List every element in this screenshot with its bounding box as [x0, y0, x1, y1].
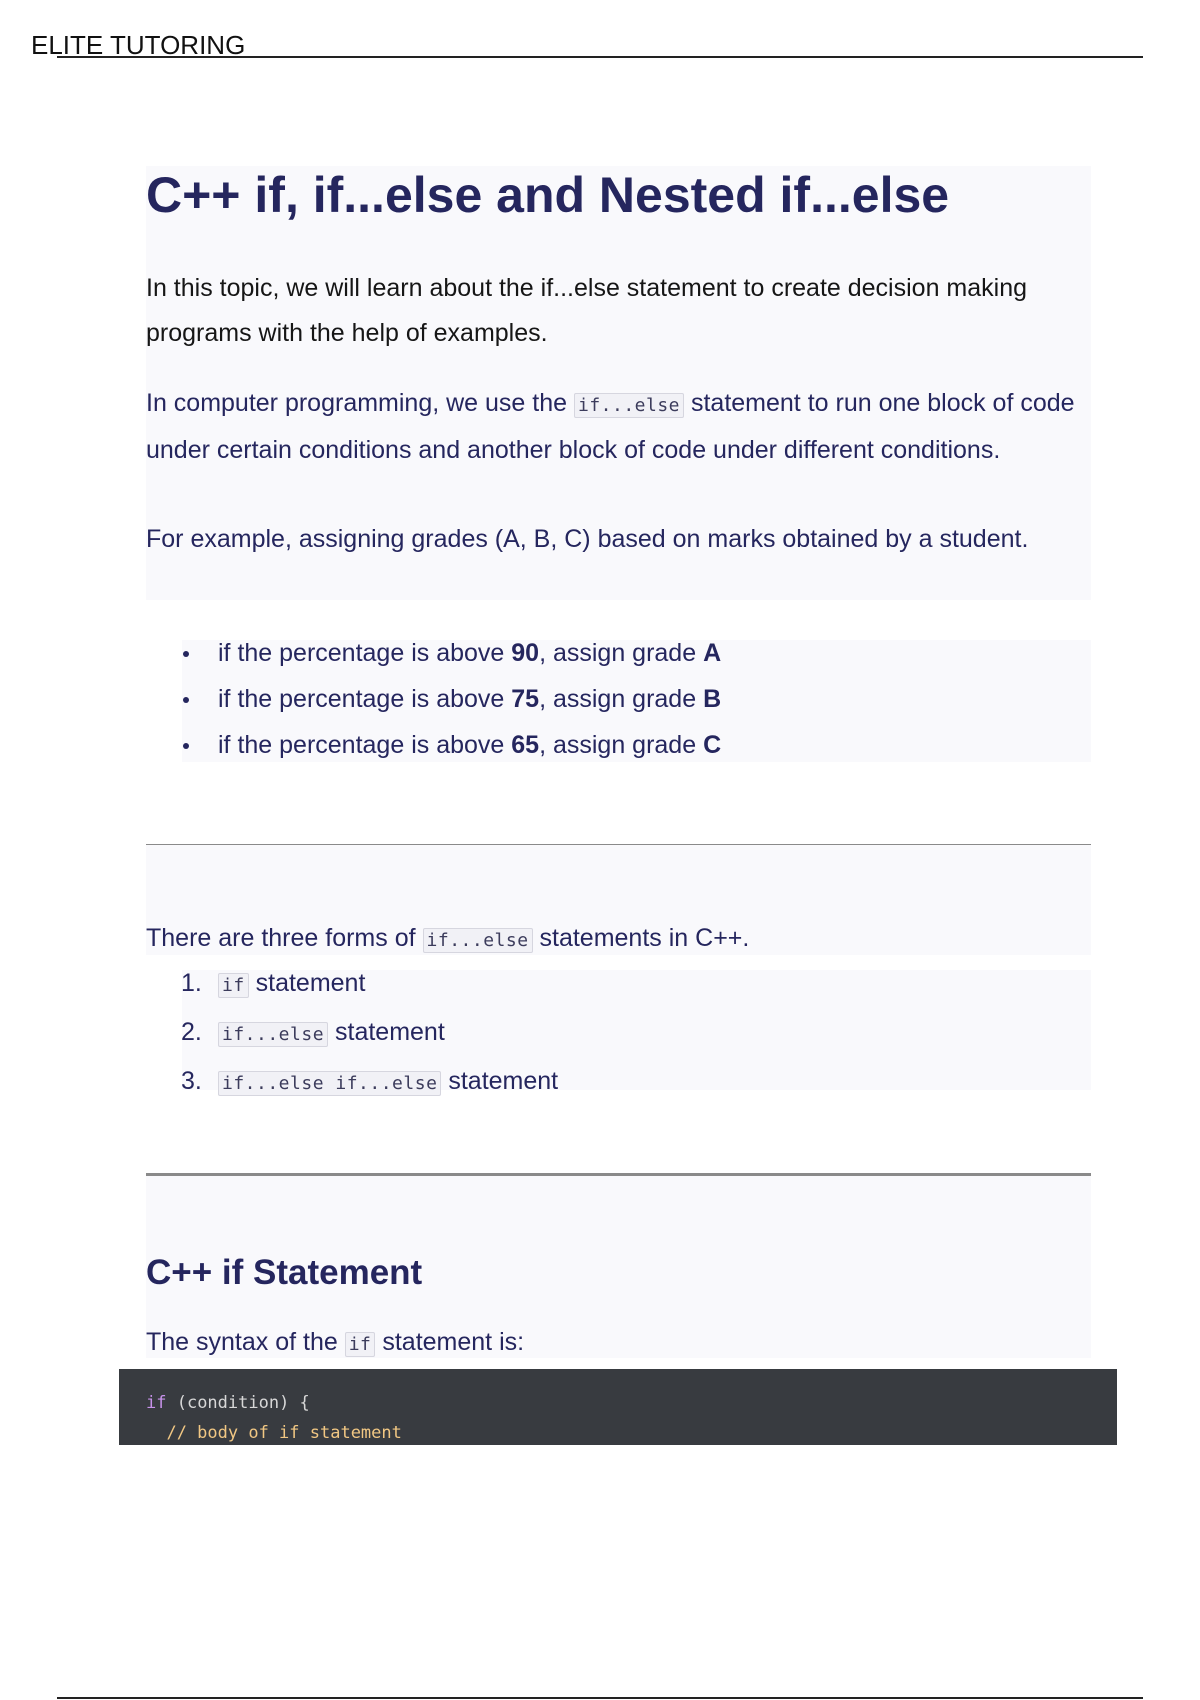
brand-name: ELITE TUTORING [31, 30, 246, 60]
ifelse-description [146, 381, 1081, 473]
inline-code: if [218, 973, 249, 998]
forms-intro-before: There are three forms of [146, 924, 423, 952]
inline-code: if [345, 1332, 376, 1357]
grade-letter: B [703, 685, 722, 713]
forms-intro [146, 916, 1081, 963]
list-item [218, 630, 721, 676]
list-item [218, 722, 721, 768]
list-item [218, 676, 721, 722]
code-line-1: (condition) { [166, 1393, 310, 1413]
grade-letter: A [703, 639, 722, 667]
grade-percent: 65 [511, 731, 540, 759]
inline-code: if...else [423, 928, 533, 953]
page-header [31, 28, 1143, 58]
list-number: 2. [181, 1018, 202, 1046]
page-title: C++ if, if...else and Nested if...else [146, 167, 950, 223]
code-content [146, 1388, 402, 1445]
grade-percent: 90 [511, 639, 540, 667]
form-text: statement [248, 969, 366, 997]
syntax-intro [146, 1320, 1081, 1367]
code-block [119, 1369, 1117, 1445]
list-item [146, 1058, 558, 1107]
footer-rule [57, 1697, 1143, 1699]
grades-list [146, 630, 721, 768]
forms-list [146, 960, 558, 1107]
list-item [146, 960, 558, 1009]
grade-percent: 75 [511, 685, 540, 713]
list-number: 1. [181, 969, 202, 997]
list-number: 3. [181, 1067, 202, 1095]
code-keyword: if [146, 1393, 167, 1413]
forms-intro-after: statements in C++. [532, 924, 750, 952]
grade-letter: C [703, 731, 722, 759]
para1-before: In computer programming, we use the [146, 389, 574, 417]
inline-code: if...else if...else [218, 1071, 441, 1096]
intro-paragraph: In this topic, we will learn about the if...else statement to create decision making programs with the help of examples. [146, 274, 1028, 347]
section-divider [146, 844, 1091, 845]
inline-code: if...else [218, 1022, 328, 1047]
code-comment: // body of if statement [146, 1423, 402, 1443]
grade-prefix: if the percentage is above [218, 639, 512, 667]
para1-after: statement to run one block of code under certain conditions and another block of code under different conditions. [146, 389, 1075, 464]
grade-mid: , assign grade [539, 731, 704, 759]
grade-mid: , assign grade [539, 639, 704, 667]
section-divider [146, 1173, 1091, 1176]
section-heading: C++ if Statement [146, 1253, 423, 1292]
form-text: statement [328, 1018, 445, 1046]
grade-prefix: if the percentage is above [218, 731, 512, 759]
syntax-intro-before: The syntax of the [146, 1328, 345, 1356]
example-paragraph: For example, assigning grades (A, B, C) based on marks obtained by a student. [146, 525, 1029, 553]
header-rule [57, 56, 1143, 58]
inline-code: if...else [574, 393, 684, 418]
grade-mid: , assign grade [539, 685, 704, 713]
grade-prefix: if the percentage is above [218, 685, 512, 713]
form-text: statement [441, 1067, 559, 1095]
list-item [146, 1009, 558, 1058]
syntax-intro-after: statement is: [375, 1328, 525, 1356]
